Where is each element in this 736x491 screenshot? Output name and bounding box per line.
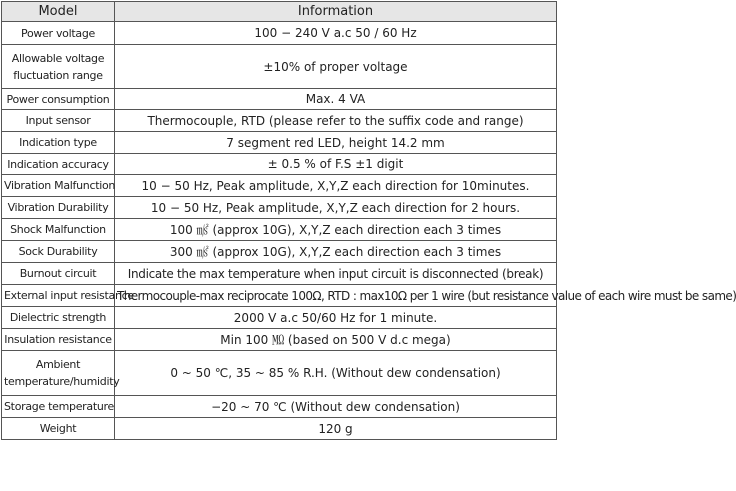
row-input-sensor [2, 110, 557, 132]
label-shock-malfunction: Shock Malfunction [2, 219, 115, 241]
label-ambient-temperature-line2: temperature/humidity [4, 375, 120, 388]
info-burnout-circuit: Indicate the max temperature when input circuit is disconnected (break) [115, 263, 557, 285]
row-external-input-resistance [2, 285, 557, 307]
header-row [2, 2, 557, 22]
row-shock-malfunction [2, 219, 557, 241]
info-input-sensor: Thermocouple, RTD (please refer to the suffix code and range) [115, 110, 557, 132]
info-storage-temperature: −20 ~ 70 ℃ (Without dew condensation) [115, 396, 557, 418]
label-burnout-circuit: Burnout circuit [2, 263, 115, 285]
row-indication-type [2, 132, 557, 154]
info-indication-accuracy: ± 0.5 % of F.S ±1 digit [115, 154, 557, 175]
label-voltage-fluctuation [2, 45, 115, 89]
row-power-voltage [2, 22, 557, 45]
info-dielectric-strength: 2000 V a.c 50/60 Hz for 1 minute. [115, 307, 557, 329]
label-power-consumption: Power consumption [2, 89, 115, 110]
info-power-consumption: Max. 4 VA [115, 89, 557, 110]
header-information: Information [115, 2, 557, 22]
info-shock-durability: 300 ㎨ (approx 10G), X,Y,Z each direction each 3 times [115, 241, 557, 263]
info-insulation-resistance: Min 100 ㏁ (based on 500 V d.c mega) [115, 329, 557, 351]
row-vibration-malfunction [2, 175, 557, 197]
label-voltage-fluctuation-line2: fluctuation range [13, 68, 103, 82]
row-indication-accuracy [2, 154, 557, 175]
row-weight [2, 418, 557, 440]
label-power-voltage: Power voltage [2, 22, 115, 45]
row-shock-durability [2, 241, 557, 263]
info-external-input-resistance: Thermocouple-max reciprocate 100Ω, RTD : max10Ω per 1 wire (but resistance value of each wire must be same) [115, 285, 557, 307]
label-ambient-temperature-line1: Ambient [35, 358, 81, 371]
spec-table [1, 1, 736, 440]
row-storage-temperature [2, 396, 557, 418]
label-indication-accuracy: Indication accuracy [2, 154, 115, 175]
info-weight: 120 g [115, 418, 557, 440]
row-vibration-durability [2, 197, 557, 219]
label-storage-temperature: Storage temperature [2, 396, 115, 418]
row-dielectric-strength [2, 307, 557, 329]
info-indication-type: 7 segment red LED, height 14.2 mm [115, 132, 557, 154]
info-vibration-durability: 10 − 50 Hz, Peak amplitude, X,Y,Z each direction for 2 hours. [115, 197, 557, 219]
label-insulation-resistance: Insulation resistance [2, 329, 115, 351]
row-insulation-resistance [2, 329, 557, 351]
info-shock-malfunction: 100 ㎨ (approx 10G), X,Y,Z each direction each 3 times [115, 219, 557, 241]
row-ambient-temperature [2, 351, 557, 396]
row-power-consumption [2, 89, 557, 110]
label-vibration-malfunction: Vibration Malfunction [2, 175, 115, 197]
info-voltage-fluctuation: ±10% of proper voltage [115, 45, 557, 89]
info-vibration-malfunction: 10 − 50 Hz, Peak amplitude, X,Y,Z each direction for 10minutes. [115, 175, 557, 197]
label-ambient-temperature [2, 351, 120, 396]
header-model: Model [2, 2, 115, 22]
label-indication-type: Indication type [2, 132, 115, 154]
label-weight: Weight [2, 418, 115, 440]
label-voltage-fluctuation-line1: Allowable voltage [11, 51, 105, 65]
row-voltage-fluctuation [2, 45, 557, 89]
label-external-input-resistance: External input resistance [2, 285, 115, 307]
label-input-sensor: Input sensor [2, 110, 115, 132]
label-shock-durability: Sock Durability [2, 241, 115, 263]
label-dielectric-strength: Dielectric strength [2, 307, 115, 329]
label-vibration-durability: Vibration Durability [2, 197, 115, 219]
info-ambient-temperature: 0 ~ 50 ℃, 35 ~ 85 % R.H. (Without dew condensation) [115, 351, 557, 396]
info-power-voltage: 100 − 240 V a.c 50 / 60 Hz [115, 22, 557, 45]
row-burnout-circuit [2, 263, 557, 285]
